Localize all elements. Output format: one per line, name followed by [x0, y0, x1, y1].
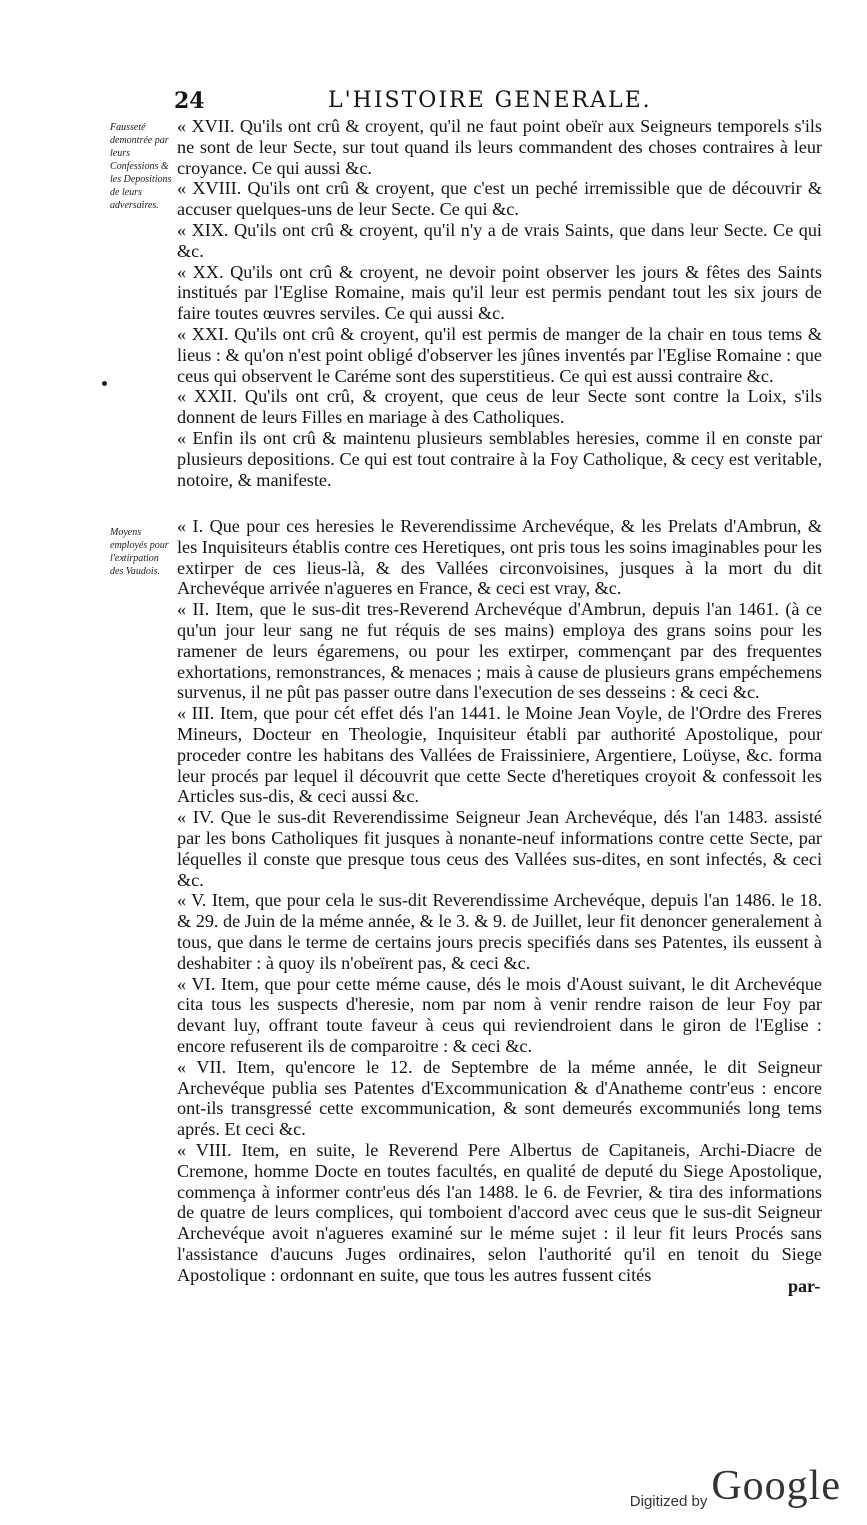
item-paragraph: « VIII. Item, en suite, le Reverend Pere Albertus de Capitaneis, Archi-Diacre de Cremone, homme Docte en toutes facultés, en qualité de deputé du Siege Apostolique, commença à informer contr'eus dés l'an 1488. le 6. de Fevrier, & tira des informations de quatre de leurs complices, qui tomboient d'accord avec ceus que le sus-dit Seigneur Archevéque avoit n'agueres examiné sur le méme sujet : il leur fit leurs Procés sans l'assistance d'aucuns Juges ordinaires, selon l'authorité qu'il en tenoit du Siege Apostolique : ordonnant en suite, que tous les autres fussent cités: [177, 1139, 822, 1285]
page-number: 24: [174, 88, 205, 114]
article-paragraph: « XIX. Qu'ils ont crû & croyent, qu'il n'y a de vrais Saints, que dans leur Secte. Ce qui &c.: [177, 219, 822, 261]
item-paragraph: « I. Que pour ces heresies le Reverendissime Archevéque, & les Prelats d'Ambrun, & les Inquisiteurs établis contre ces Heretiques, ont pris tous les soins imaginables pour les extirper de ces lieus-là, & des Vallées circonvoisines, jusques à la mort du dit Archevéque arrivée n'agueres en France, & ceci est vray, &c.: [177, 516, 822, 599]
item-paragraph: « VI. Item, que pour cette méme cause, dés le mois d'Aoust suivant, le dit Archevéque cita tous les suspects d'heresie, nom par nom à venir rendre raison de leur Foy par devant luy, offrant toute faveur à ceus qui reviendroient dans le giron de l'Eglise : encore refuserent ils de comparoitre : & ceci &c.: [177, 973, 822, 1056]
digitized-watermark: [630, 1462, 841, 1510]
article-paragraph: « XXII. Qu'ils ont crû, & croyent, que ceus de leur Secte sont contre la Loix, s'ils donnent de leurs Filles en mariage à des Catholiques.: [177, 386, 822, 428]
item-paragraph: « V. Item, que pour cela le sus-dit Reverendissime Archevéque, depuis l'an 1486. le 18. & 29. de Juin de la méme année, & le 3. & 9. de Juillet, leur fit denoncer generalement à tous, que dans le terme de certains jours precis specifiés dans ses Patentes, ils eussent à deshabiter : à quoy ils n'obeïrent pas, & ceci &c.: [177, 890, 822, 973]
article-paragraph: « XXI. Qu'ils ont crû & croyent, qu'il est permis de manger de la chair en tous tems & lieus : & qu'on n'est point obligé d'observer les jûnes inventés par l'Eglise Romaine : que ceus qui observent le Caréme sont des superstitieus. Ce qui est aussi contraire &c.: [177, 323, 823, 386]
article-paragraph: « XVII. Qu'ils ont crû & croyent, qu'il ne faut point obeïr aux Seigneurs temporels s'ils ne sont de leur Secte, sur tout quand ils leurs commandent des choses contraires à leur croyance. Ce qui aussi &c.: [177, 116, 822, 178]
running-title: L'HISTOIRE GENERALE.: [328, 88, 652, 113]
article-paragraph: « XVIII. Qu'ils ont crû & croyent, que c'est un peché irremissible que de découvrir & accuser quelques-uns de leur Secte. Ce qui &c.: [177, 178, 822, 220]
margin-note: Moyens employés pour l'extirpation des Vaudois.: [110, 527, 169, 577]
article-paragraph: « XX. Qu'ils ont crû & croyent, ne devoir point observer les jours & fêtes des Saints institués par l'Eglise Romaine, mais qu'il leur est permis pendant tout les six jours de faire toutes œuvres serviles. Ce qui aussi &c.: [177, 261, 822, 324]
item-paragraph: « III. Item, que pour cét effet dés l'an 1441. le Moine Jean Voyle, de l'Ordre des Freres Mineurs, Docteur en Theologie, Inquisiteur établi par authorité Apostolique, pour proceder contre les habitans des Vallées de Fraissiniere, Argentiere, Loüyse, &c. forma leur procés par lequel il découvrit que cette Secte d'heretiques croyoit & confessoit les Articles sus-dis, & ceci aussi &c.: [177, 703, 822, 807]
ink-dot: [102, 381, 107, 386]
item-paragraph: « IV. Que le sus-dit Reverendissime Seigneur Jean Archevéque, dés l'an 1483. assisté par les bons Catholiques fit jusques à nonante-neuf informations contre cette Secte, par léquelles il conste que presque tous ceus des Vallées sus-dites, en sont infectés, & ceci &c.: [177, 807, 822, 890]
margin-note: Fausseté demontrée par leurs Confessions & les Depositions de leurs adversaires.: [110, 122, 172, 211]
google-logo: Google: [711, 1463, 841, 1509]
articles-section: [177, 116, 822, 490]
catchword: par-: [788, 1276, 821, 1296]
items-section: [177, 516, 822, 1285]
item-paragraph: « II. Item, que le sus-dit tres-Reverend Archevéque d'Ambrun, depuis l'an 1461. (à ce qu'un jour leur sang ne fut réquis de ses mains) employa des grans soins pour les ramener de leurs égaremens, ou pour les extirper, commençant par des frequentes exhortations, remonstrances, & menaces ; mais à cause de plusieurs grans empéchemens survenus, il ne pût pas passer outre dans l'execution de ses desseins : & ceci &c.: [177, 599, 822, 703]
page-header: [170, 88, 830, 114]
watermark-prefix: Digitized by: [629, 1493, 708, 1510]
article-paragraph: « Enfin ils ont crû & maintenu plusieurs semblables heresies, comme il en conste par plusieurs depositions. Ce qui est tout contraire à la Foy Catholique, & cecy est veritable, notoire, & manifeste.: [177, 427, 822, 490]
item-paragraph: « VII. Item, qu'encore le 12. de Septembre de la méme année, le dit Seigneur Archevéque publia ses Patentes d'Excommunication & d'Anatheme contr'eus : encore ont-ils transgressé cette excommunication, & sont demeurés excommuniés long tems aprés. Et ceci &c.: [177, 1056, 822, 1140]
